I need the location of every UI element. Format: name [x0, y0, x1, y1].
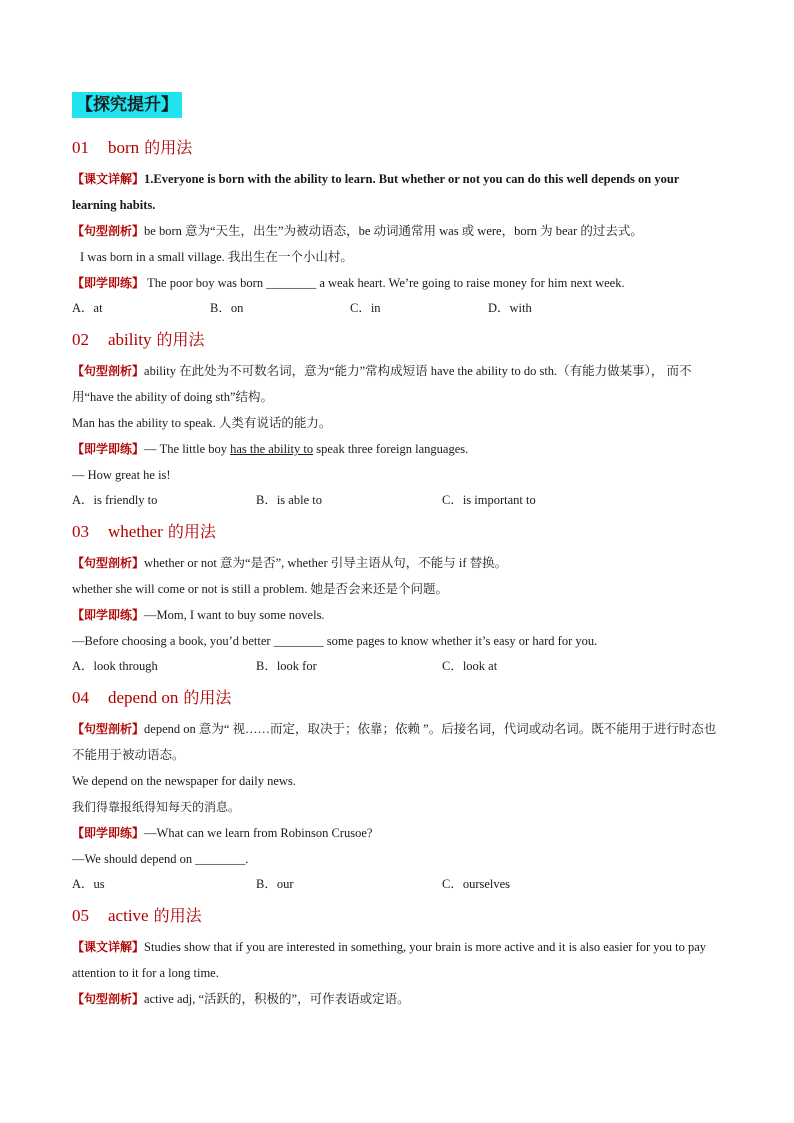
section-number: 03	[72, 522, 89, 541]
option-a[interactable]: A．is friendly to	[72, 493, 158, 507]
jx-text: ability 在此处为不可数名词，意为“能力”常构成短语 have the ability to do sth.（有能力做某事）， 而不用“have the ability of doing sth”结构。	[72, 364, 692, 404]
option-c[interactable]: C．is important to	[442, 493, 536, 507]
example-sentence: We depend on the newspaper for daily news.	[72, 774, 296, 788]
lx-text: The poor boy was born ________ a weak heart. We’re going to raise money for him next week.	[147, 276, 625, 290]
jx-paragraph	[72, 986, 724, 1012]
example-sentence: whether she will come or not is still a problem. 她是否会来还是个问题。	[72, 582, 448, 596]
jx-paragraph	[72, 218, 724, 244]
document-page	[72, 92, 724, 1012]
section-ability	[72, 328, 724, 512]
answer-options	[72, 872, 724, 896]
section-number: 01	[72, 138, 89, 157]
jx-text: whether or not 意为“是否”, whether 引导主语从句，不能与 if 替换。	[144, 556, 508, 570]
kewen-paragraph	[72, 166, 724, 218]
option-c[interactable]: C．look at	[442, 659, 498, 673]
option-c[interactable]: C．in	[350, 301, 381, 315]
example-translation: 我们得靠报纸得知每天的消息。	[72, 800, 241, 814]
section-keyword: ability	[108, 330, 152, 349]
lx-tag: 【即学即练】	[72, 826, 145, 840]
jx-text: depend on 意为“ 视……而定，取决于；依靠；依赖 ”。后接名词，代词或动名词。既不能用于进行时态也不能用于被动语态。	[72, 722, 717, 762]
example-sentence: Man has the ability to speak. 人类有说话的能力。	[72, 416, 332, 430]
jx-tag: 【句型剖析】	[72, 364, 145, 378]
lx-tag: 【即学即练】	[72, 608, 145, 622]
example-sentence: I was born in a small village. 我出生在一个小山村。	[80, 250, 353, 264]
section-number: 05	[72, 906, 89, 925]
kewen-text: 1.Everyone is born with the ability to learn. But whether or not you can do this well depends on your learning habits.	[72, 172, 680, 212]
option-b[interactable]: B．on	[210, 301, 244, 315]
kewen-tag: 【课文详解】	[72, 940, 145, 954]
option-b[interactable]: B．look for	[256, 659, 317, 673]
section-keyword: whether	[108, 522, 163, 541]
option-b[interactable]: B．is able to	[256, 493, 322, 507]
section-suffix: 的用法	[148, 906, 202, 925]
option-a[interactable]: A．at	[72, 301, 103, 315]
jx-tag: 【句型剖析】	[72, 224, 145, 238]
jx-paragraph	[72, 716, 724, 768]
lx-paragraph	[72, 602, 724, 628]
lx-paragraph	[72, 270, 724, 296]
option-a[interactable]: A．us	[72, 877, 105, 891]
jx-tag: 【句型剖析】	[72, 722, 145, 736]
section-number: 02	[72, 330, 89, 349]
option-d[interactable]: D．with	[488, 301, 532, 315]
lx-text-end: speak three foreign languages.	[313, 442, 469, 456]
kewen-text: Studies show that if you are interested in something, your brain is more active and it is also easier for you to pay attention to it for a long time.	[72, 940, 707, 980]
section-heading	[72, 328, 724, 352]
section-banner: 【探究提升】	[72, 92, 182, 118]
lx-tag: 【即学即练】	[72, 442, 145, 456]
section-depend-on	[72, 686, 724, 896]
section-heading	[72, 686, 724, 710]
section-suffix: 的用法	[178, 688, 232, 707]
lx-tag: 【即学即练】	[72, 276, 145, 290]
jx-text: be born 意为“天生，出生”为被动语态，be 动词通常用 was 或 were，born 为 bear 的过去式。	[144, 224, 643, 238]
section-keyword: born	[108, 138, 140, 157]
jx-tag: 【句型剖析】	[72, 556, 145, 570]
section-suffix: 的用法	[151, 330, 205, 349]
section-number: 04	[72, 688, 89, 707]
section-heading	[72, 904, 724, 928]
section-keyword: active	[108, 906, 149, 925]
section-born	[72, 136, 724, 320]
section-whether	[72, 520, 724, 678]
jx-paragraph	[72, 550, 724, 576]
option-b[interactable]: B．our	[256, 877, 294, 891]
lx-text: —What can we learn from Robinson Crusoe?	[144, 826, 373, 840]
section-heading	[72, 520, 724, 544]
answer-options	[72, 488, 724, 512]
section-suffix: 的用法	[139, 138, 193, 157]
kewen-tag: 【课文详解】	[72, 172, 145, 186]
section-active	[72, 904, 724, 1012]
kewen-paragraph	[72, 934, 724, 986]
answer-options	[72, 296, 724, 320]
lx-paragraph	[72, 436, 724, 462]
lx-text: —Mom, I want to buy some novels.	[144, 608, 325, 622]
lx-reply: — How great he is!	[72, 468, 171, 482]
jx-paragraph	[72, 358, 724, 410]
answer-options	[72, 654, 724, 678]
lx-paragraph	[72, 820, 724, 846]
lx-underlined: has the ability to	[230, 442, 314, 456]
section-suffix: 的用法	[162, 522, 216, 541]
option-c[interactable]: C．ourselves	[442, 877, 511, 891]
jx-text: active adj, “活跃的，积极的”，可作表语或定语。	[144, 992, 410, 1006]
section-keyword: depend on	[108, 688, 179, 707]
jx-tag: 【句型剖析】	[72, 992, 145, 1006]
lx-reply: —Before choosing a book, you’d better ________ some pages to know whether it’s easy or hard for you.	[72, 634, 598, 648]
option-a[interactable]: A．look through	[72, 659, 158, 673]
lx-text: — The little boy	[144, 442, 231, 456]
section-heading	[72, 136, 724, 160]
lx-reply: —We should depend on ________.	[72, 852, 249, 866]
